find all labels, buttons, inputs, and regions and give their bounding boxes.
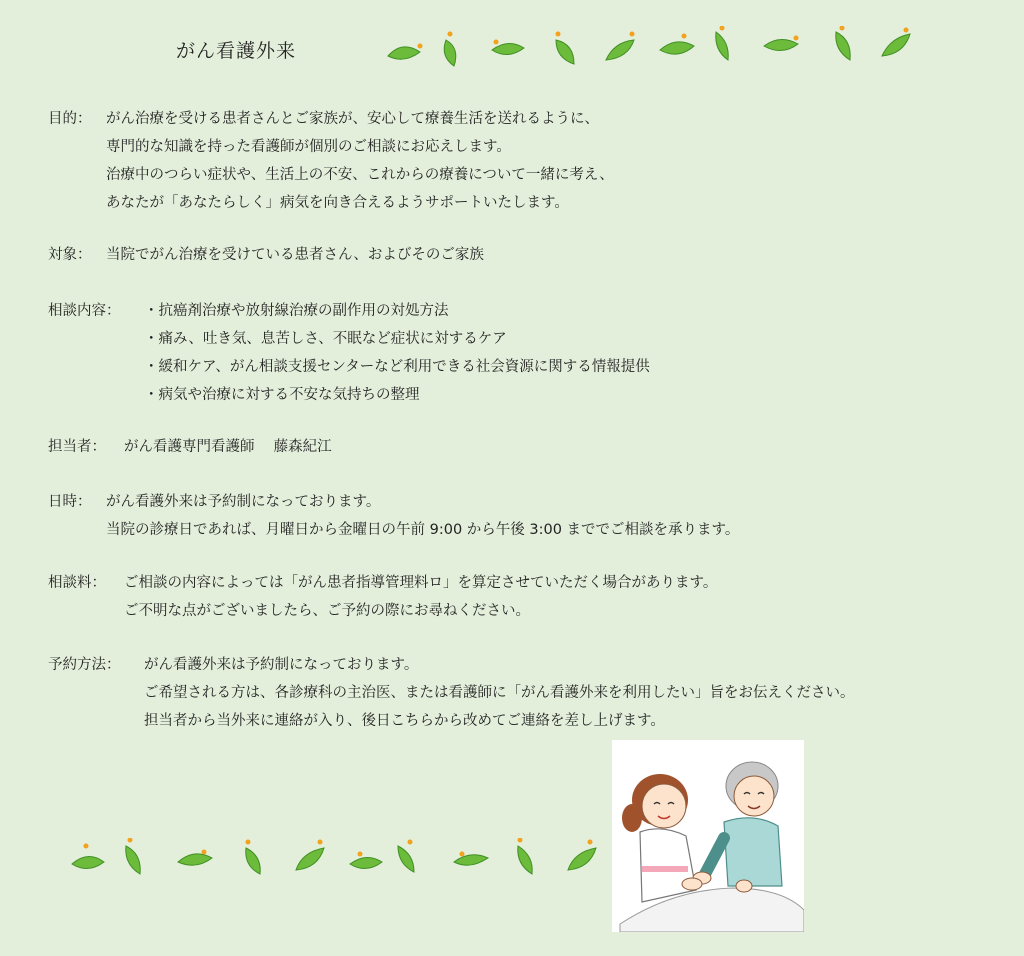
staff-label: 担当者： <box>48 439 106 455</box>
staff-line: がん看護専門看護師 藤森紀江 <box>124 439 332 455</box>
purpose-line: あなたが「あなたらしく」病気を向き合えるようサポートいたします。 <box>106 195 569 211</box>
target-line: 当院でがん治療を受けている患者さん、およびそのご家族 <box>106 247 484 263</box>
consult-item: ・緩和ケア、がん相談支援センターなど利用できる社会資源に関する情報提供 <box>144 359 650 375</box>
nurse-patient-illustration <box>612 740 804 932</box>
fee-line: ご不明な点がございましたら、ご予約の際にお尋ねください。 <box>124 603 530 619</box>
consult-item: ・抗癌剤治療や放射線治療の副作用の対処方法 <box>144 303 449 319</box>
purpose-line: がん治療を受ける患者さんとご家族が、安心して療養生活を送れるように、 <box>106 111 599 127</box>
leaf-border-bottom <box>70 838 598 882</box>
target-label: 対象： <box>48 247 92 263</box>
leaf-border-top <box>384 26 924 70</box>
page-title: がん看護外来 <box>176 40 297 62</box>
reservation-line: 担当者から当外来に連絡が入り、後日こちらから改めてご連絡を差し上げます。 <box>144 713 665 729</box>
consult-item: ・病気や治療に対する不安な気持ちの整理 <box>144 387 420 403</box>
purpose-line: 治療中のつらい症状や、生活上の不安、これからの療養について一緒に考え、 <box>106 167 614 183</box>
reservation-line: ご希望される方は、各診療科の主治医、または看護師に「がん看護外来を利用したい」旨をお伝えください。 <box>144 685 855 701</box>
reservation-line: がん看護外来は予約制になっております。 <box>144 657 419 673</box>
reservation-label: 予約方法： <box>48 657 121 673</box>
purpose-label: 目的： <box>48 111 92 127</box>
consult-label: 相談内容： <box>48 303 121 319</box>
fee-line: ご相談の内容によっては「がん患者指導管理料ロ」を算定させていただく場合があります。 <box>124 575 718 591</box>
datetime-line: 当院の診療日であれば、月曜日から金曜日の午前 9:00 から午後 3:00 まででご相談を承ります。 <box>106 522 740 538</box>
fee-label: 相談料： <box>48 575 106 591</box>
datetime-line: がん看護外来は予約制になっております。 <box>106 494 381 510</box>
purpose-line: 専門的な知識を持った看護師が個別のご相談にお応えします。 <box>106 139 511 155</box>
consult-item: ・痛み、吐き気、息苦しさ、不眠など症状に対するケア <box>144 331 507 347</box>
datetime-label: 日時： <box>48 494 92 510</box>
